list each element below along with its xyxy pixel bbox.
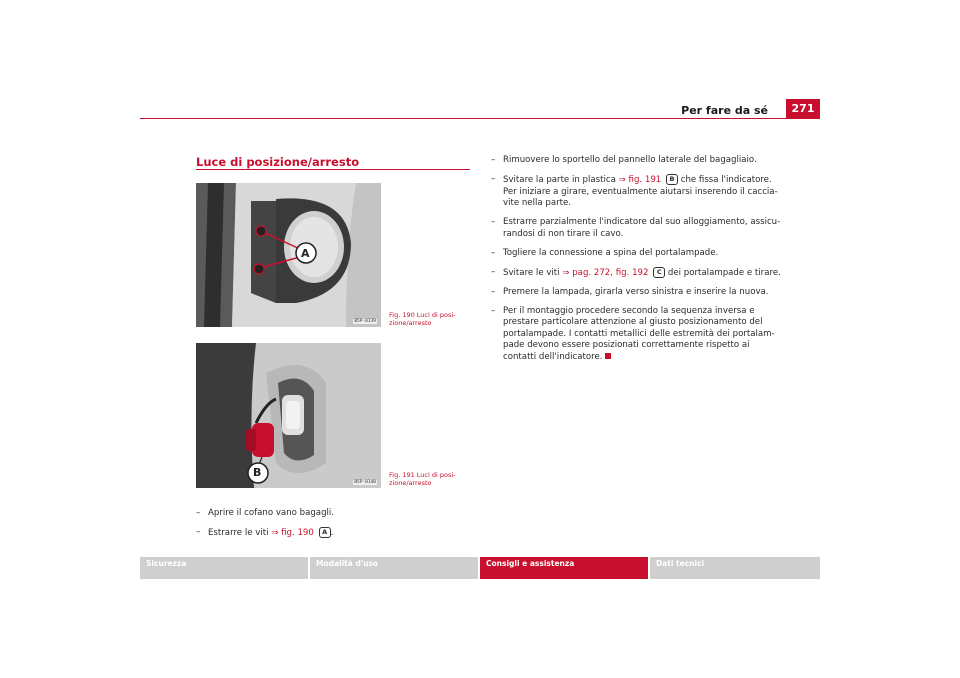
figure-191-image: [196, 343, 381, 488]
section-title: Luce di posizione/arresto: [196, 155, 360, 169]
footer-nav: [140, 557, 820, 579]
figure-callout-b: B: [253, 466, 262, 479]
left-instruction-list: [196, 508, 476, 547]
taillight-housing-illustration: [196, 183, 381, 327]
footer-tab-modalita-uso[interactable]: Modalità d'uso: [310, 557, 478, 579]
right-instruction-list: [491, 155, 781, 371]
page-number: 271: [786, 99, 820, 119]
page-link[interactable]: ⇒ pag. 272, fig. 192: [562, 267, 652, 278]
section-end-icon: [605, 353, 611, 359]
step-text: .: [330, 528, 334, 538]
figure-link[interactable]: ⇒ fig. 190: [271, 528, 317, 538]
list-item: [491, 155, 781, 167]
list-dash: –: [491, 305, 496, 316]
callout-badge: C: [653, 267, 665, 278]
figure-link[interactable]: ⇒ fig. 191: [618, 175, 664, 185]
caption-line: Fig. 190 Luci di posi-: [389, 311, 456, 319]
header-rule: [140, 118, 820, 119]
callout-badge: B: [666, 174, 678, 185]
step-text: Premere la lampada, girarla verso sinistra e inserire la nuova.: [503, 286, 769, 297]
list-dash: –: [196, 527, 201, 537]
lamp-holder-illustration: [196, 343, 381, 488]
list-dash: –: [491, 286, 496, 297]
list-item: [491, 217, 781, 240]
step-text: Estrarre parzialmente l'indicatore dal suo alloggiamento, assicu-randosi di non tirare il cavo.: [503, 217, 781, 239]
figure-code: B5P-0139: [354, 319, 376, 324]
list-item: [491, 174, 781, 210]
list-item: [491, 267, 781, 280]
list-item: [491, 287, 781, 299]
list-dash: –: [491, 266, 496, 277]
figure-190-image: [196, 183, 381, 327]
step-text: Aprire il cofano vano bagagli.: [208, 508, 335, 518]
step-text: che fissa l'indicatore. Per iniziare a girare, eventualmente aiutarsi inserendo il caccia-vite nella parte.: [503, 175, 778, 208]
list-dash: –: [491, 217, 496, 227]
step-text: Svitare la parte in plastica: [503, 175, 619, 185]
running-header-title: Per fare da sé: [681, 104, 768, 117]
callout-badge: A: [319, 527, 331, 538]
list-dash: –: [491, 174, 496, 184]
figure-191-caption: [389, 471, 469, 487]
caption-line: Fig. 191 Luci di posi-: [389, 471, 456, 479]
list-dash: –: [491, 247, 496, 258]
step-text: Estrarre le viti: [208, 528, 272, 538]
footer-tab-dati-tecnici[interactable]: Dati tecnici: [650, 557, 820, 579]
list-dash: –: [491, 155, 496, 165]
figure-code: B5P-0140: [354, 480, 376, 485]
step-text: Rimuovere lo sportello del pannello laterale del bagagliaio.: [503, 155, 757, 165]
list-item: [196, 527, 476, 540]
footer-tab-sicurezza[interactable]: Sicurezza: [140, 557, 308, 579]
list-item: [491, 306, 781, 364]
list-dash: –: [196, 508, 201, 518]
figure-190-caption: [389, 311, 469, 327]
step-text: Per il montaggio procedere secondo la sequenza inversa e prestare particolare attenzione al giusto posizionamento del portalampade. I contatti metallici delle estremità dei portalam-pade devono essere posizionati correttamente rispetto ai contatti dell'indicatore.: [503, 305, 775, 362]
section-rule: [196, 169, 470, 170]
step-text: Svitare le viti: [503, 267, 563, 278]
step-text: dei portalampade e tirare.: [665, 267, 781, 278]
figure-callout-a: A: [301, 247, 310, 260]
caption-line: zione/arresto: [389, 479, 432, 487]
list-item: [196, 508, 476, 520]
footer-tab-consigli-assistenza[interactable]: Consigli e assistenza: [480, 557, 648, 579]
list-item: [491, 248, 781, 260]
caption-line: zione/arresto: [389, 319, 432, 327]
step-text: Togliere la connessione a spina del portalampade.: [503, 247, 719, 258]
